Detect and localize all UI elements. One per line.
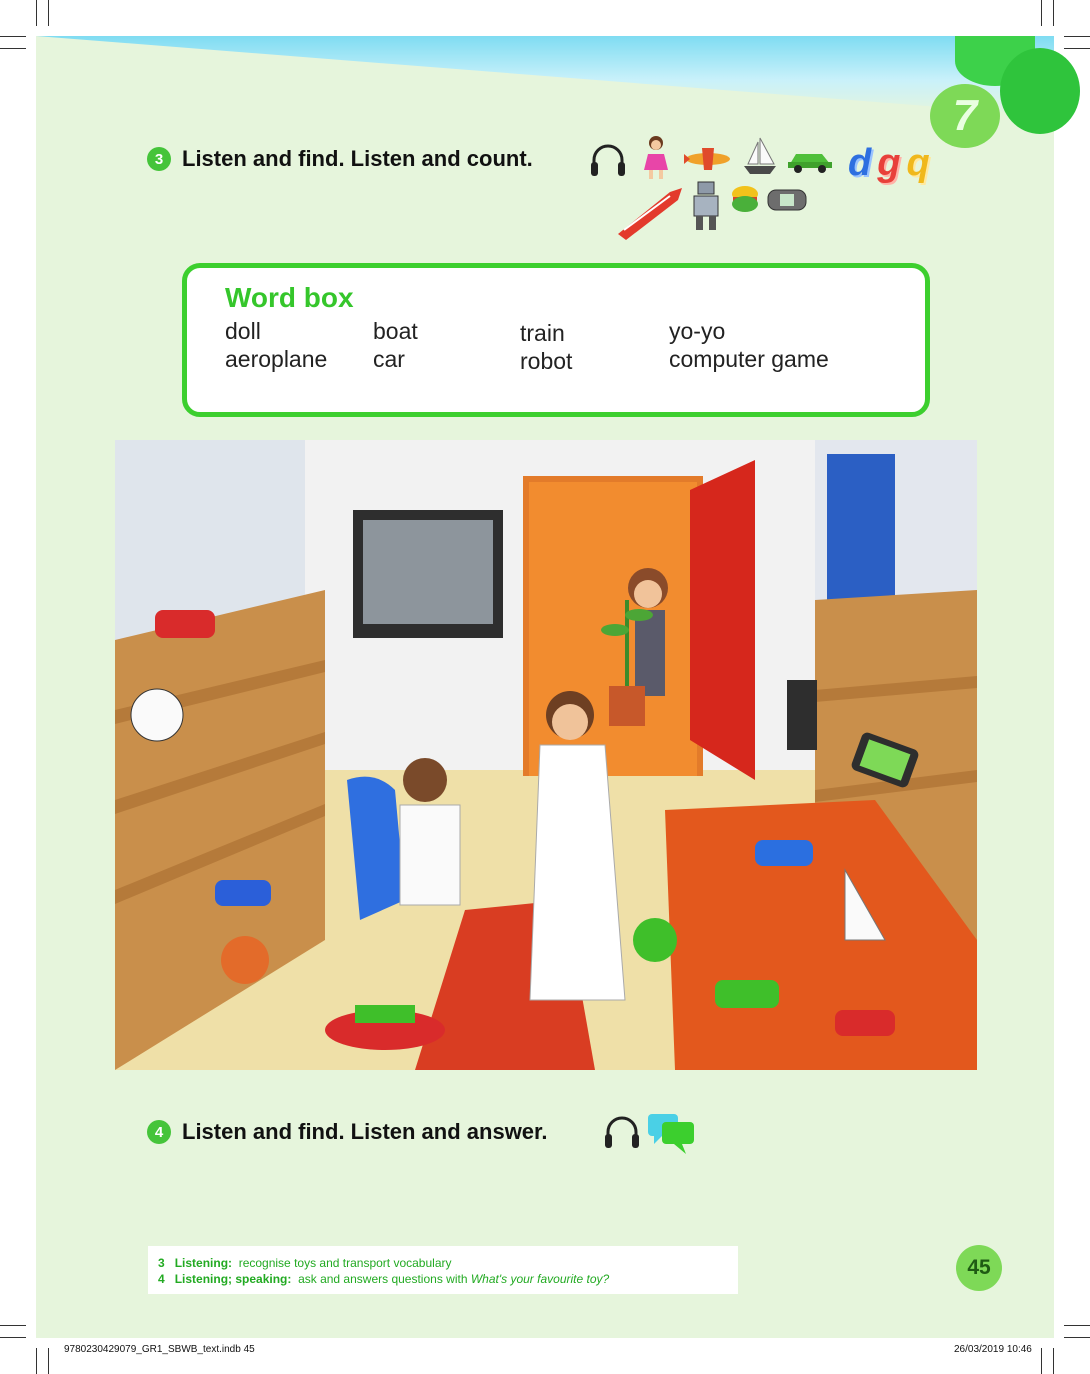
word-item: computer game (669, 346, 829, 372)
word-item: yo-yo (669, 318, 726, 344)
headphones-icon (588, 140, 628, 180)
letter-q: q (906, 142, 930, 184)
unit-number-badge: 7 (930, 84, 1000, 148)
word-item: boat (373, 318, 418, 344)
word-box (182, 263, 930, 417)
word-item: aeroplane (225, 346, 328, 372)
speech-bubbles-icon (648, 1112, 696, 1156)
print-slug-left: 9780230429079_GR1_SBWB_text.indb 45 (64, 1344, 255, 1355)
print-slug-right: 26/03/2019 10:46 (954, 1344, 1032, 1355)
aeroplane-icon (682, 144, 734, 174)
headphones-icon (602, 1112, 642, 1152)
letter-d: d (848, 142, 872, 184)
exercise-4-instruction: Listen and find. Listen and answer. (182, 1119, 548, 1144)
note-line-2 (158, 1272, 609, 1286)
note-text: recognise toys and transport vocabulary (238, 1256, 452, 1270)
note-number: 4 (158, 1272, 165, 1286)
note-label: Listening; speaking: (174, 1272, 292, 1286)
word-item: robot (520, 348, 573, 374)
car-icon (786, 146, 834, 174)
exercise-3-instruction: Listen and find. Listen and count. (182, 146, 533, 171)
note-number: 3 (158, 1256, 165, 1270)
yoyo-icon (730, 184, 760, 214)
page-number: 45 (956, 1245, 1002, 1291)
letter-g: g (877, 142, 901, 184)
robot-icon (688, 180, 724, 232)
train-icon (614, 182, 686, 240)
note-line-1 (158, 1256, 452, 1270)
exercise-4-number: 4 (147, 1120, 171, 1144)
computer-game-icon (766, 186, 808, 214)
doll-icon (638, 134, 674, 180)
note-italic-text: What's your favourite toy? (470, 1272, 610, 1286)
note-label: Listening: (174, 1256, 233, 1270)
boat-icon (740, 136, 780, 176)
word-item: doll (225, 318, 261, 344)
decorative-blob (1000, 48, 1080, 134)
toy-room-illustration (115, 440, 977, 1070)
note-text: ask and answers questions with (298, 1272, 471, 1286)
exercise-3-number: 3 (147, 147, 171, 171)
teacher-notes (148, 1246, 738, 1294)
word-item: train (520, 320, 565, 346)
letter-set (848, 142, 930, 185)
word-box-title: Word box (225, 282, 354, 313)
word-item: car (373, 346, 405, 372)
